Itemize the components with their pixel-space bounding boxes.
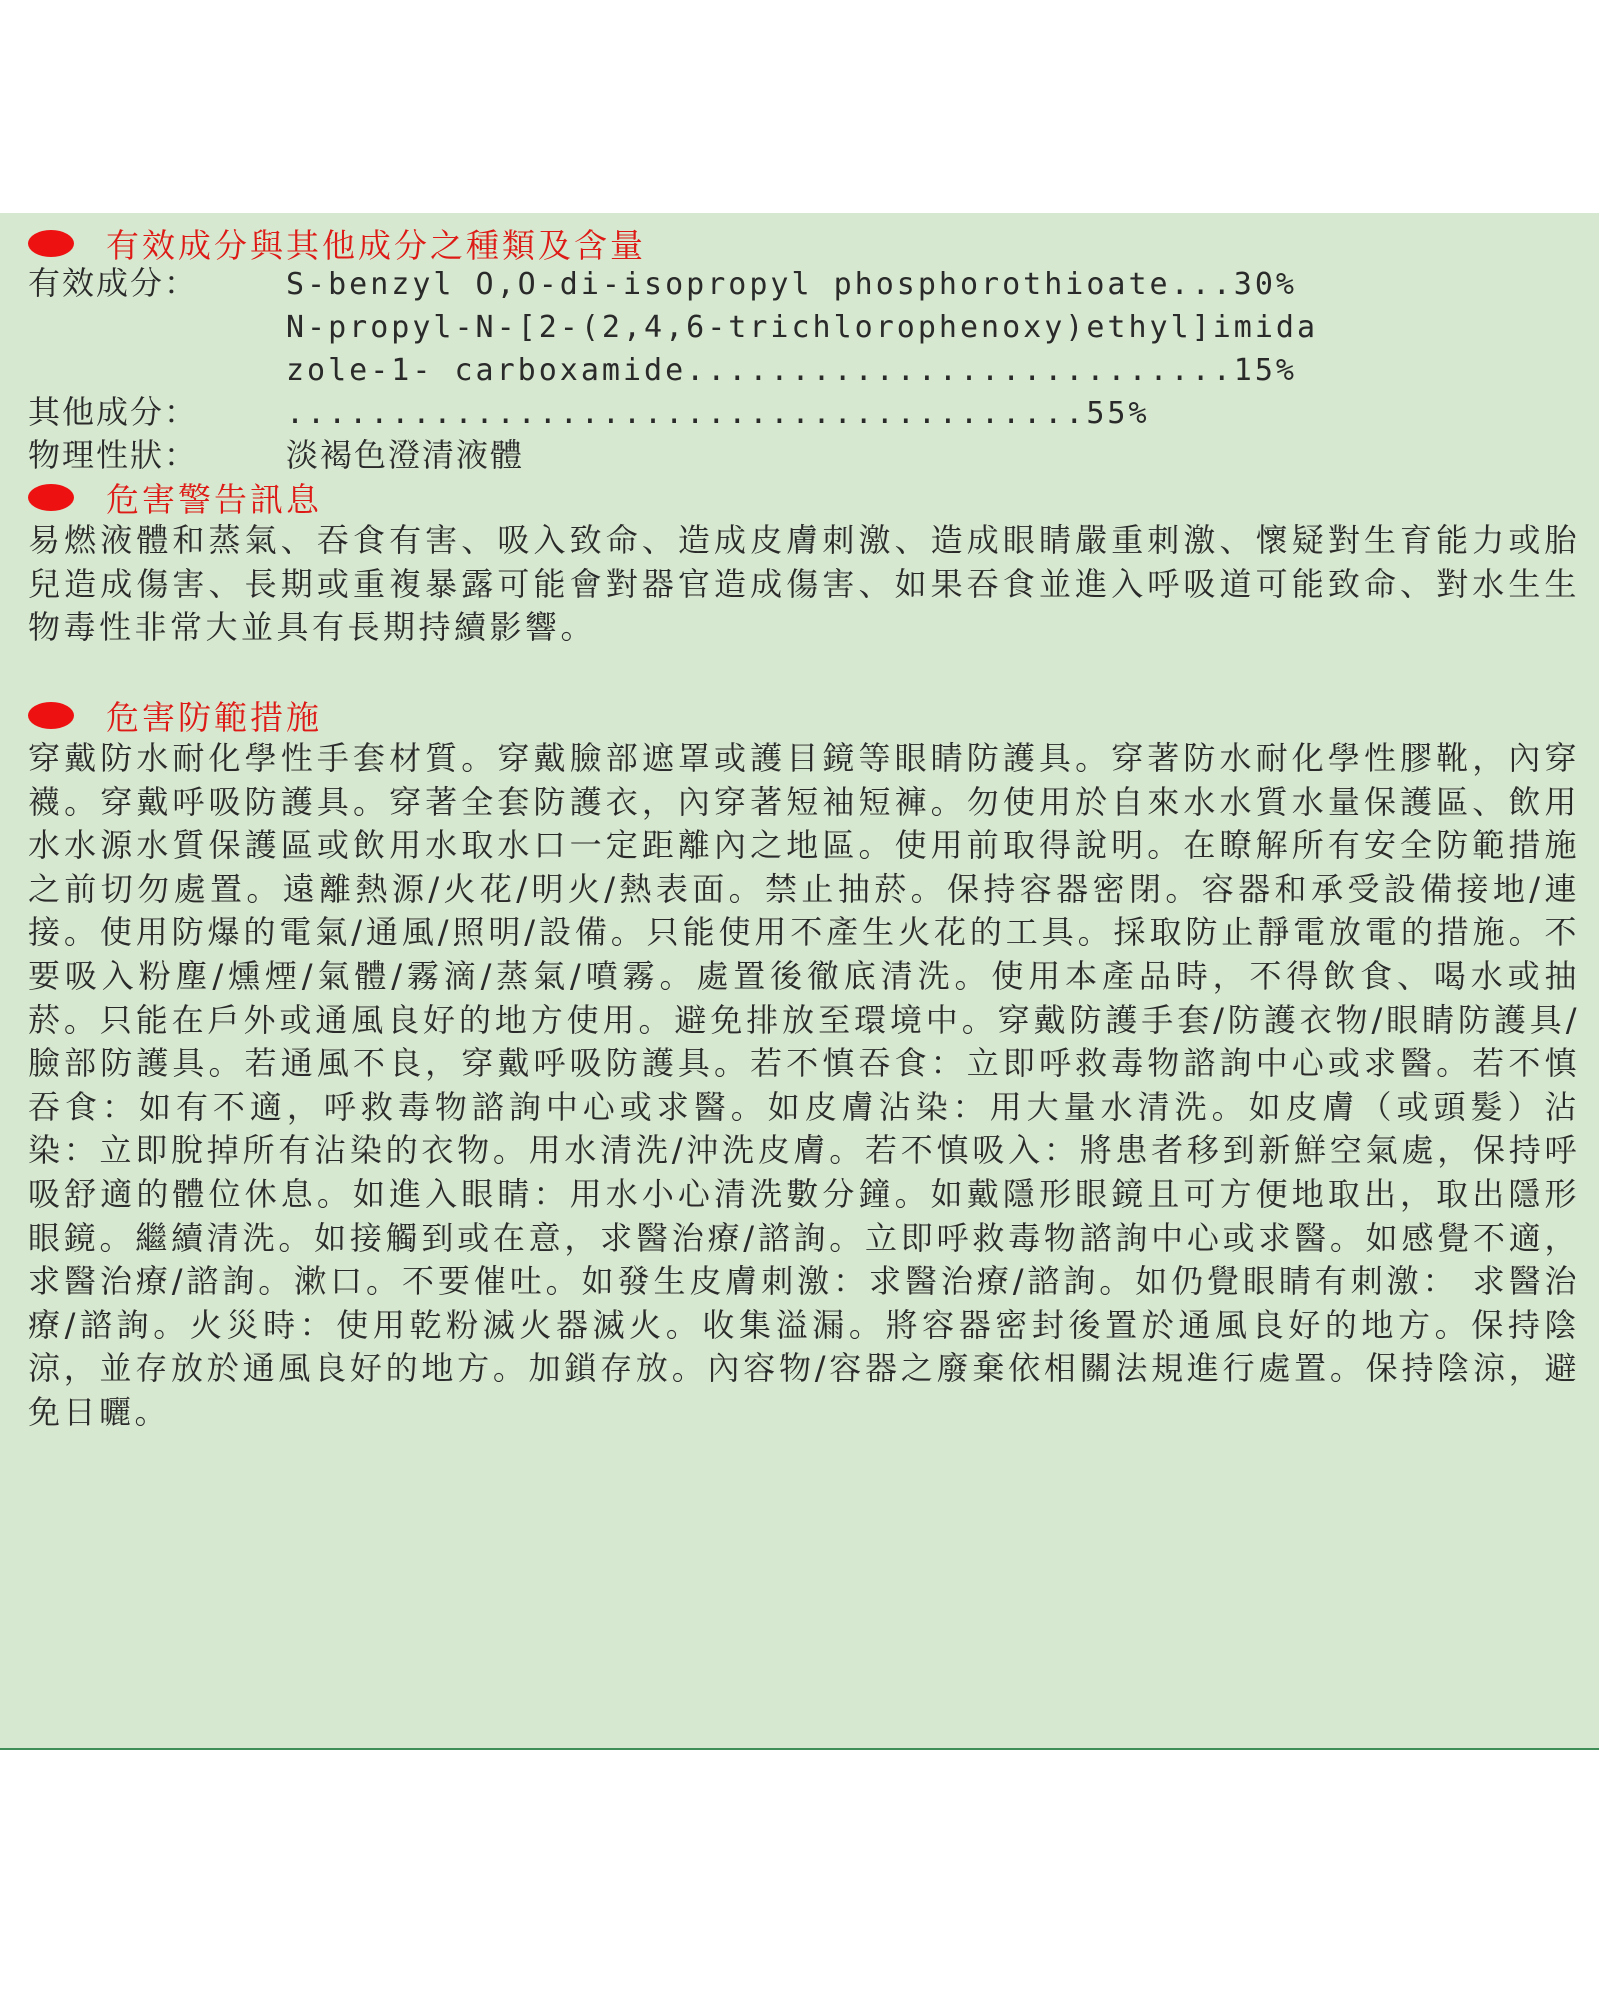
other-label: 其他成分：	[28, 393, 199, 431]
other-value: ......................................55%	[286, 396, 1150, 431]
active-ingredient-line-2	[286, 306, 1318, 346]
hazard-statement: 易燃液體和蒸氣、吞食有害、吸入致命、造成皮膚刺激、造成眼睛嚴重刺激、懷疑對生育能力或胎兒造成傷害、長期或重複暴露可能會對器官造成傷害、如果吞食並進入呼吸道可能致命、對水生生物毒性非常大並具有長期持續影響。	[28, 521, 1580, 647]
physical-value: 淡褐色澄清液體	[286, 436, 525, 474]
other-ingredient-line	[28, 392, 1150, 432]
label-panel	[0, 213, 1599, 1750]
section-heading-ingredients	[28, 223, 646, 263]
heading-text: 危害防範措施	[106, 697, 322, 737]
precaution-statement: 穿戴防水耐化學性手套材質。穿戴臉部遮罩或護目鏡等眼睛防護具。穿著防水耐化學性膠靴，內穿襪。穿戴呼吸防護具。穿著全套防護衣，內穿著短袖短褲。勿使用於自來水水質水量保護區、飲用水水源水質保護區或飲用水取水口一定距離內之地區。使用前取得說明。在瞭解所有安全防範措施之前切勿處置。遠離熱源/火花/明火/熱表面。禁止抽菸。保持容器密閉。容器和承受設備接地/連接。使用防爆的電氣/通風/照明/設備。只能使用不產生火花的工具。採取防止靜電放電的措施。不要吸入粉塵/燻煙/氣體/霧滴/蒸氣/噴霧。處置後徹底清洗。使用本產品時，不得飲食、喝水或抽菸。只能在戶外或通風良好的地方使用。避免排放至環境中。穿戴防護手套/防護衣物/眼睛防護具/臉部防護具。若通風不良，穿戴呼吸防護具。若不慎吞食：立即呼救毒物諮詢中心或求醫。若不慎吞食：如有不適，呼救毒物諮詢中心或求醫。如皮膚沾染：用大量水清洗。如皮膚（或頭髮）沾染：立即脫掉所有沾染的衣物。用水清洗/沖洗皮膚。若不慎吸入：將患者移到新鮮空氣處，保持呼吸舒適的體位休息。如進入眼睛：用水小心清洗數分鐘。如戴隱形眼鏡且可方便地取出，取出隱形眼鏡。繼續清洗。如接觸到或在意，求醫治療/諮詢。立即呼救毒物諮詢中心或求醫。如感覺不適，求醫治療/諮詢。漱口。不要催吐。如發生皮膚刺激：求醫治療/諮詢。如仍覺眼睛有刺激： 求醫治療/諮詢。火災時：使用乾粉滅火器滅火。收集溢漏。將容器密封後置於通風良好的地方。保持陰涼，並存放於通風良好的地方。加鎖存放。內容物/容器之廢棄依相關法規進行處置。保持陰涼，避免日曬。	[28, 739, 1580, 1431]
active-ingredient-2b: zole-1- carboxamide..........................15%	[286, 353, 1297, 388]
active-label: 有效成分：	[28, 264, 199, 302]
section-heading-hazard	[28, 477, 322, 517]
active-ingredient-1: S-benzyl O,O-di-isopropyl phosphorothioate...30%	[286, 267, 1297, 302]
active-ingredient-line-1	[28, 263, 1297, 303]
active-ingredient-2a: N-propyl-N-[2-(2,4,6-trichlorophenoxy)ethyl]imida	[286, 310, 1319, 345]
section-heading-precaution	[28, 695, 322, 735]
heading-text: 有效成分與其他成分之種類及含量	[106, 225, 646, 265]
red-bullet-icon	[28, 702, 74, 729]
physical-label: 物理性狀：	[28, 436, 199, 474]
red-bullet-icon	[28, 230, 74, 257]
active-ingredient-line-3	[286, 349, 1297, 389]
heading-text: 危害警告訊息	[106, 479, 322, 519]
red-bullet-icon	[28, 484, 74, 511]
physical-property-line	[28, 435, 524, 475]
